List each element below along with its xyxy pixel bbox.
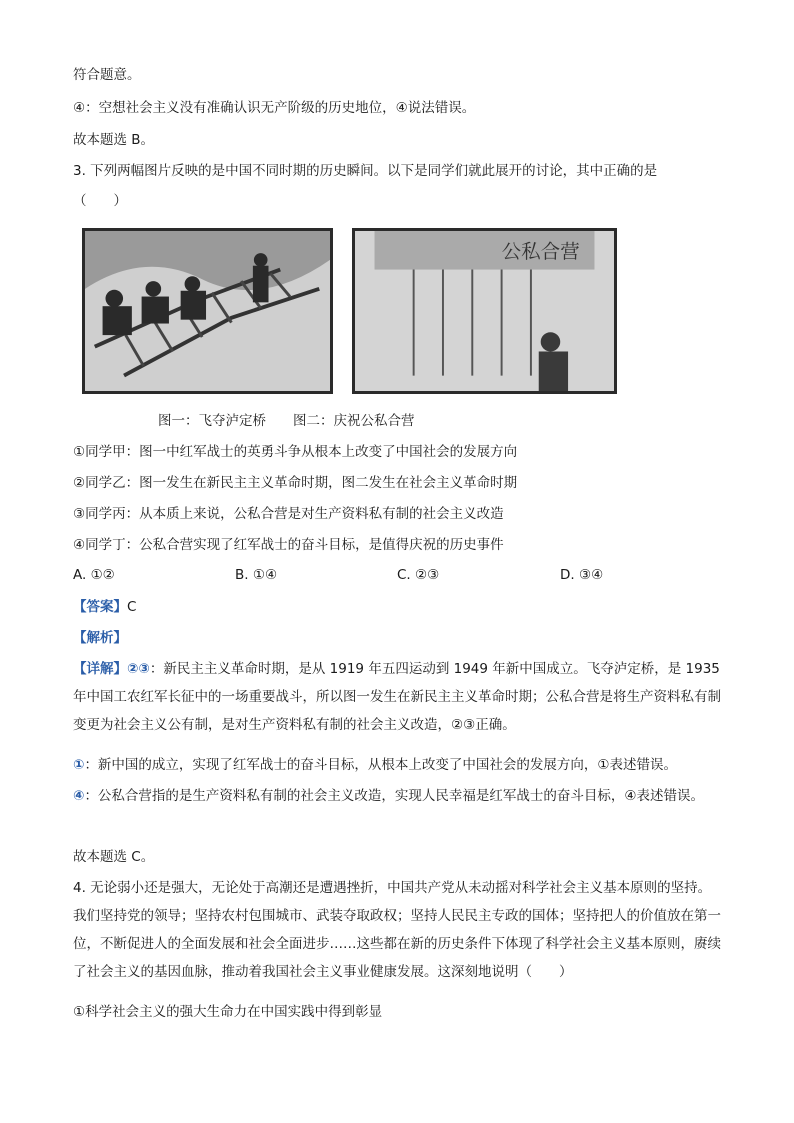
detail-tag: 【详解】②③ (73, 661, 150, 677)
detail-text: ：新民主主义革命时期，是从 1919 年五四运动到 1949 年新中国成立。飞夺泸定桥，是 1935 年中国工农红军长征中的一场重要战斗，所以图一发生在新民主主义革命时期；公私合营是将生产资料私有制变更为社会主义公有制，是对生产资料私有制的社会主义改造，②③正确。 (73, 661, 721, 733)
point-4-text: ：公私合营指的是生产资料私有制的社会主义改造，实现人民幸福是红军战士的奋斗目标，④表述错误。 (84, 788, 705, 804)
photo-public-private-partnership (352, 228, 617, 394)
point-4-paragraph (73, 782, 723, 810)
photo-luding-bridge-art (85, 231, 330, 391)
point-1-tag: ① (73, 757, 85, 773)
statement-4: ④同学丁：公私合营实现了红军战士的奋斗目标，是值得庆祝的历史事件 (73, 537, 504, 553)
option-a: A. ①② (73, 567, 115, 583)
line-2: ④：空想社会主义没有准确认识无产阶级的历史地位，④说法错误。 (73, 100, 476, 116)
line-end: 故本题选 C。 (73, 849, 155, 865)
statement-1: ①同学甲：图一中红军战士的英勇斗争从根本上改变了中国社会的发展方向 (73, 444, 518, 460)
photo-luding-bridge (82, 228, 333, 394)
statement-3: ③同学丙：从本质上来说，公私合营是对生产资料私有制的社会主义改造 (73, 506, 504, 522)
line-3: 故本题选 B。 (73, 132, 155, 148)
image-caption: 图一：飞夺泸定桥 图二：庆祝公私合营 (158, 413, 415, 429)
photo-public-private-partnership-art (355, 231, 614, 391)
detail-paragraph (73, 655, 723, 739)
answer-value: C (127, 599, 137, 615)
answer-line (73, 598, 136, 616)
banner-text: 公私合营 (501, 240, 580, 263)
question-4: 4. 无论弱小还是强大，无论处于高潮还是遭遇挫折，中国共产党从未动摇对科学社会主义基本原则的坚持。我们坚持党的领导；坚持农村包围城市、武装夺取政权；坚持人民民主专政的国体；坚持把人的价值放在第一位，不断促进人的全面发展和社会全面进步……这些都在新的历史条件下体现了科学社会主义基本原则，赓续了社会主义的基因血脉，推动着我国社会主义事业健康发展。这深刻地说明（ ） (73, 880, 721, 980)
question-3: 3. 下列两幅图片反映的是中国不同时期的历史瞬间。以下是同学们就此展开的讨论，其中正确的是 (73, 163, 658, 179)
option-d: D. ③④ (560, 567, 604, 583)
question-3-paren: （ ） (73, 193, 127, 209)
option-c: C. ②③ (397, 567, 440, 583)
line-1: 符合题意。 (73, 67, 141, 83)
analysis-tag: 【解析】 (73, 630, 127, 646)
point-1-paragraph (73, 751, 723, 779)
answer-tag: 【答案】 (73, 599, 127, 615)
question-4-statement-1: ①科学社会主义的强大生命力在中国实践中得到彰显 (73, 1004, 383, 1020)
point-4-tag: ④ (73, 788, 85, 804)
point-1-text: ：新中国的成立，实现了红军战士的奋斗目标，从根本上改变了中国社会的发展方向，①表述错误。 (84, 757, 678, 773)
option-b: B. ①④ (235, 567, 278, 583)
statement-2: ②同学乙：图一发生在新民主主义革命时期，图二发生在社会主义革命时期 (73, 475, 518, 491)
